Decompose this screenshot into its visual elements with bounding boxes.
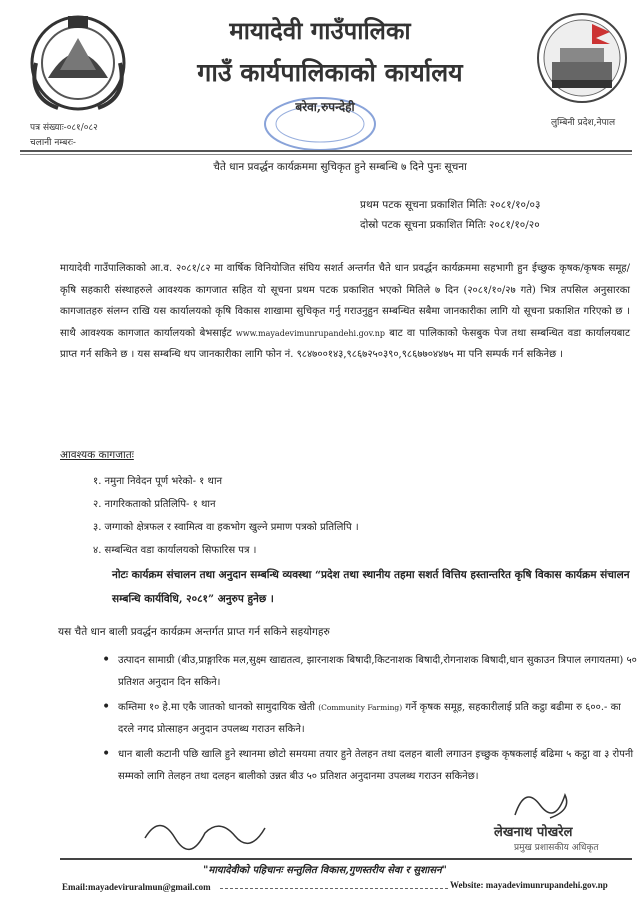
signatory-role: प्रमुख प्रशासकीय अधिकृत — [514, 843, 599, 853]
notice-body-part1: मायादेवी गाउँपालिकाको आ.व. २०८१/८२ मा वार्षिक विनियोजित संघिय सशर्त अन्तर्गत चैते धान प्रवर्द्धन कार्यक्रममा सहभागी हुन ईच्छुक कृषक/कृषक समूह/कृषि सहकारी संस्थाहरुले आवश्यक कागजात सहित यो सूचना प्रथम पटक प्रकाशित भएको मितिले ७ दिन (२०८१/१०/२७ गते) भित्र तपसिल अनुसारका कागजातहरु संलग्न राखि यस कार्यालयको कृषि विकास शाखामा सुचिकृत गर्नु गराउनुहुन सम्बन्धित सबैमा जानकारीका लागि यो सूचना प्रकाशित गरिएको छ । साथै आवश्यक कागजात कार्यालयको बेभसाईट — [60, 263, 630, 339]
footer-dash — [220, 888, 448, 889]
footer-divider — [60, 858, 632, 860]
document-item: २. नागरिकताको प्रतिलिपि- १ थान — [93, 499, 216, 510]
footer-email[interactable]: Email:mayadeviruralmun@gmail.com — [62, 882, 211, 892]
dispatch-number: चलानी नम्बरः- — [30, 138, 76, 148]
support-item: • कम्तिमा १० हे.मा एकै जातको धानको सामुदायिक खेती (Community Farming) गर्ने कृषक समूह, सहकारीलाई प्रति कट्ठा बढीमा रु ६००.- का दरले नगद प्रोत्साहन अनुदान उपलब्ध गराउन सकिने। — [118, 697, 638, 740]
notice-subject: चैते धान प्रवर्द्धन कार्यक्रममा सुचिकृत हुने सम्बन्धि ७ दिने पुनः सूचना — [213, 161, 467, 173]
document-item: ३. जग्गाको क्षेत्रफल र स्वामित्व वा हकभोग खुल्ने प्रमाण पत्रको प्रतिलिपि । — [93, 522, 359, 533]
header-divider — [20, 150, 632, 152]
second-publication-date: दोस्रो पटक सूचना प्रकाशित मितिः २०८१/१०/२० — [360, 219, 540, 231]
header-divider-thin — [20, 154, 632, 155]
header-title-municipality: मायादेवी गाउँपालिका — [229, 16, 411, 45]
document-item: १. नमुना निवेदन पूर्ण भरेको- १ थान — [93, 476, 223, 487]
notice-body-part2: बाट वा पालिकाको फेसबुक पेज तथा सम्बन्धित वडा कार्यालयबाट प्राप्त गर्न सकिने छ । यस सम्बन्धि थप जानकारीका लागि फोन नं. ९८४७००१४३,९८६७२५०३९०,९८६७७०४४७५ मा पनि सम्पर्क गर्न सकिनेछ । — [60, 327, 631, 360]
first-publication-date: प्रथम पटक सूचना प्रकाशित मितिः २०८१/१०/०३ — [360, 199, 541, 211]
header-title-office: गाउँ कार्यपालिकाको कार्यालय — [197, 58, 463, 87]
support-item: • उत्पादन सामाग्री (बीउ,प्राङ्गारिक मल,सुक्ष्म खाद्यतत्व, झारनाशक बिषादी,किटनाशक बिषादी,रोगनाशक बिषादी,धान सुकाउन त्रिपाल लगायतमा) ५० प्रतिशत अनुदान दिन सकिने। — [118, 650, 638, 693]
footer-website[interactable]: Website: mayadevimunrupandehi.gov.np — [450, 880, 608, 890]
signature-left-icon — [140, 808, 270, 853]
support-item: • धान बाली कटानी पछि खालि हुने स्थानमा छोटो समयमा तयार हुने तेलहन तथा दलहन बाली लगाउन इच्छुक कृषकलाई बढिमा ५ कट्ठा वा ३ रोपनी सम्मको लागि तेलहन तथा दलहन बालीको उन्नत बीउ ५० प्रतिशत अनुदानमा उपलब्ध गराउन सकिनेछ। — [118, 744, 638, 787]
procedure-note: नोटः कार्यक्रम संचालन तथा अनुदान सम्बन्धि व्यवस्था “प्रदेश तथा स्थानीय तहमा सशर्त वित्तिय हस्तान्तरित कृषि विकास कार्यक्रम संचालन सम्बन्धि कार्यविधि, २०८१” अनुरुप हुनेछ । — [112, 569, 630, 605]
documents-heading: आवश्यक कागजातः — [60, 449, 134, 461]
header-province: लुम्बिनी प्रदेश,नेपाल — [550, 118, 616, 128]
notice-body — [60, 258, 630, 366]
municipality-logo-icon — [530, 10, 635, 110]
website-link[interactable]: www.mayadevimunrupandehi.gov.np — [235, 328, 385, 338]
support-list — [118, 650, 638, 791]
support-heading: यस चैते धान बाली प्रवर्द्धन कार्यक्रम अन्तर्गत प्राप्त गर्न सकिने सहयोगहरु — [58, 626, 330, 638]
footer-slogan: "मायादेवीको पहिचानः सन्तुलित विकास,गुणस्तरीय सेवा र सुशासन" — [203, 865, 447, 876]
reference-number: पत्र संख्याः-०८१/०८२ — [30, 123, 98, 133]
nepal-emblem-icon — [18, 8, 138, 118]
document-item: ४. सम्बन्धित वडा कार्यालयको सिफारिस पत्र । — [93, 545, 257, 556]
signature-right-icon — [510, 780, 580, 825]
signatory-name: लेखनाथ पोखरेल — [494, 825, 573, 840]
header-location: बरेवा,रुपन्देही — [295, 100, 355, 114]
